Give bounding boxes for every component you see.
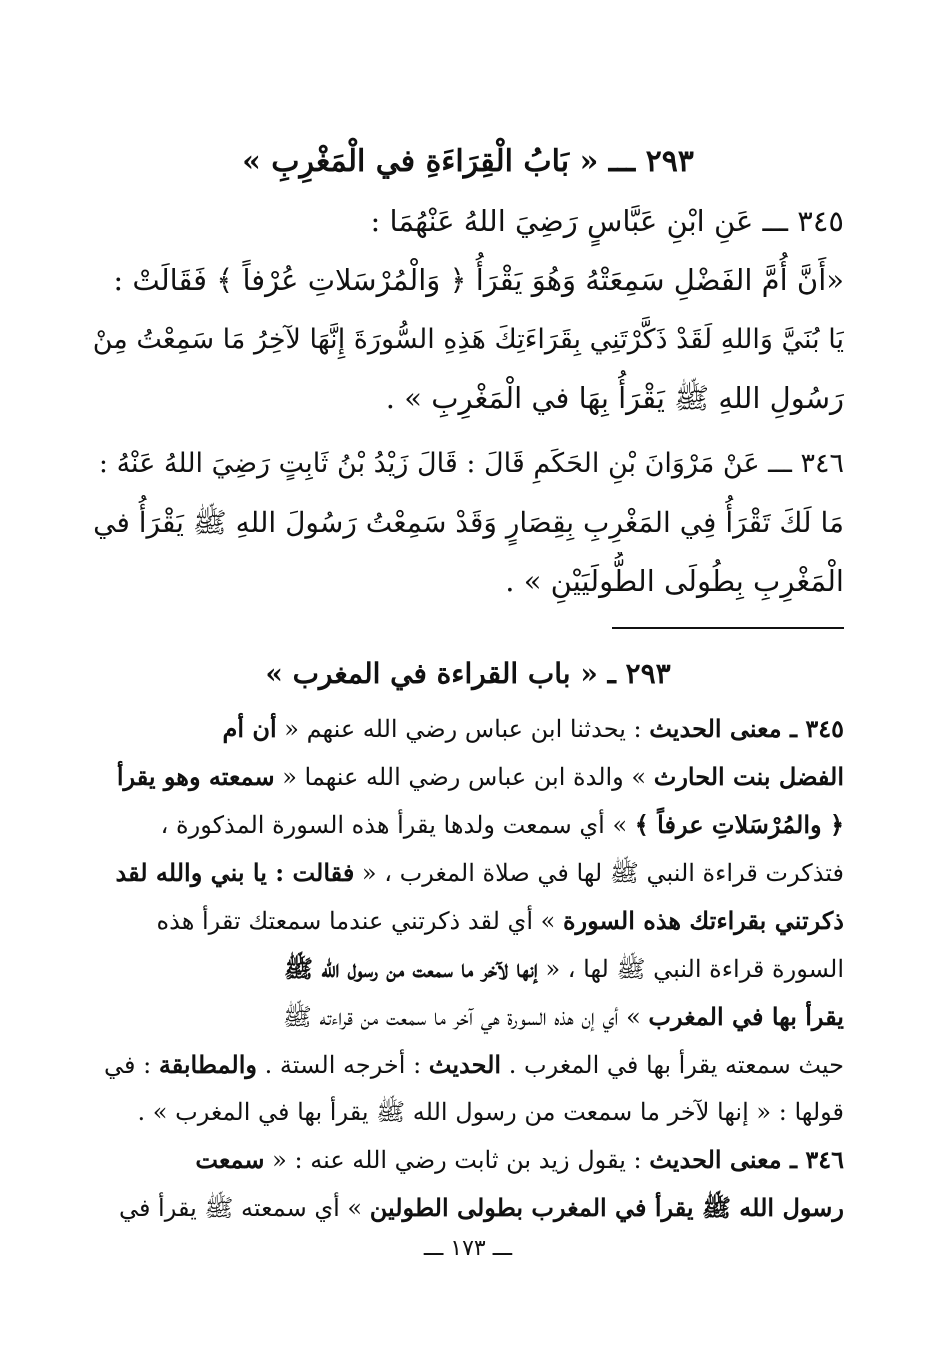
bold-phrase: ٣٤٥ ـ معنى الحديث [649,714,844,743]
bold-phrase: يقرأ بها في المغرب [648,1002,844,1031]
commentary-line [92,705,844,753]
commentary-line [92,1136,844,1184]
text-run: » أي سمعته ﷺ يقرأ في [118,1194,370,1222]
commentary-line [92,945,844,993]
page-number: ـــ ١٧٣ ـــ [423,1236,513,1261]
hadith-line: رَسُولِ اللهِ ﷺ يَقْرَأُ بِهَا في الْمَغْرِبِ » . [385,381,844,415]
text-run: : أخرجه الستة . [256,1051,429,1079]
section-divider [612,627,844,629]
bold-phrase: والمطابقة [158,1050,257,1079]
chapter-title: ٢٩٣ ـــ « بَابُ الْقِرَاءَةِ في الْمَغْرِبِ » [242,144,694,179]
commentary-line [92,993,844,1041]
bold-phrase: فقالت : يا بني والله لقد [115,858,355,887]
text-run: » أي لقد ذكرتني عندما سمعتك تقرأ هذه [156,907,563,935]
bold-phrase: الفضل بنت الحارث [653,762,844,791]
text-run: حيث سمعته يقرأ بها في المغرب . [501,1051,844,1079]
hadith-line: مَا لَكَ تَقْرَأُ فِي المَغْرِبِ بِقِصَارٍ وَقَدْ سَمِعْتُ رَسُولَ اللهِ ﷺ يَقْرَأُ في [93,506,844,539]
commentary-line [92,753,844,801]
bold-phrase: رسول الله ﷺ يقرأ في المغرب بطولى الطولين [369,1193,844,1222]
bold-phrase: ذكرتني بقراءتك هذه السورة [562,906,844,935]
commentary-line [92,1041,844,1089]
text-run: : يحدثنا ابن عباس رضي الله عنهم « [276,715,650,743]
text-run: فتذكرت قراءة النبي ﷺ لها في صلاة المغرب ، « [354,859,844,887]
hadith-line: ٣٤٥ ـــ عَنِ ابْنِ عَبَّاسٍ رَضِيَ اللهُ عَنْهُمَا : [370,204,844,238]
bold-phrase: ﴿ والمُرْسَلاتِ عرفاً ﴾ [634,810,844,839]
hadith-line: «أَنَّ أُمَّ الفَضْلِ سَمِعَتْهُ وَهُوَ يَقْرَأُ ﴿ وَالْمُرْسَلاتِ عُرْفاً ﴾ فَقَالَتْ : [113,263,844,297]
bold-phrase: ٣٤٦ ـ معنى الحديث [649,1145,844,1174]
hadith-line: يَا بُنَيَّ وَاللهِ لَقَدْ ذَكَّرْتَنِي بِقَرَاءَتِكَ هَذِهِ السُّورَةَ إِنَّهَا لآخِرُ مَا سَمِعْتُ مِنْ [92,324,844,355]
commentary-section-title: ٢٩٣ ـ « باب القراءة في المغرب » [265,657,671,690]
commentary-line [92,801,844,849]
text-run: قولها : « إنها لآخر ما سمعت من رسول الله ﷺ يقرأ بها في المغرب » . [137,1098,844,1126]
bold-phrase: الحديث [428,1050,502,1079]
commentary-line [92,849,844,897]
hadith-text [92,192,844,611]
text-run: : يقول زيد بن ثابت رضي الله عنه : « [264,1146,650,1174]
text-run: » والدة ابن عباس رضي الله عنهما « [274,763,654,791]
text-run: » أي سمعت ولدها يقرأ هذه السورة المذكورة ، [160,811,635,839]
commentary-line [92,897,844,945]
bold-phrase: سمعت [195,1145,265,1174]
bold-phrase: أن أم [222,714,277,743]
hadith-line: ٣٤٦ ـــ عَنْ مَرْوَانَ بْنِ الحَكَمِ قَالَ : قَالَ زَيْدُ بْنُ ثَابِتٍ رَضِيَ اللهُ عَنْهُ : [98,448,844,479]
hadith-line: الْمَغْرِبِ بِطُولَى الطُّولَيَيْنِ » . [505,564,844,598]
commentary-text [92,705,844,1232]
text-run: » أي إن هذه السورة هي آخر ما سمعت من قراءته ﷺ [282,1003,649,1031]
bold-phrase: سمعته وهو يقرأ [116,762,275,791]
hadith-block [92,434,844,611]
commentary-line [92,1089,844,1136]
commentary-line [92,1184,844,1232]
text-run: : في [104,1051,159,1079]
text-run: السورة قراءة النبي ﷺ لها ، « [537,955,844,983]
hadith-block [92,192,844,428]
bold-phrase: إنها لآخر ما سمعت من رسول الله ﷺ [284,954,538,983]
